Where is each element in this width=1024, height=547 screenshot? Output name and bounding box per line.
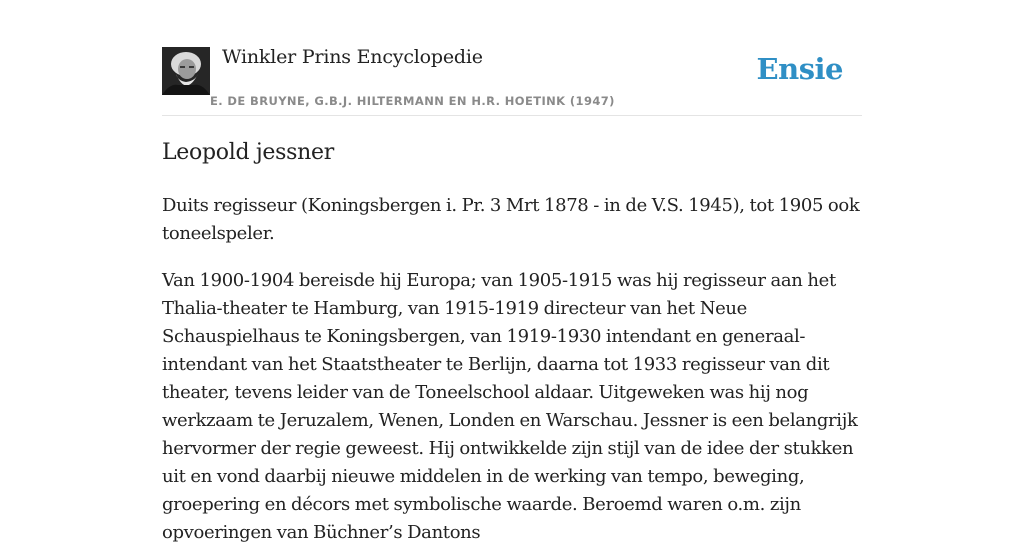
- portrait-avatar-icon[interactable]: [162, 47, 210, 95]
- publication-header: [162, 0, 862, 116]
- article-paragraph-2: Van 1900-1904 bereisde hij Europa; van 1905-1915 was hij regisseur aan het Thalia-theater te Hamburg, van 1915-1919 directeur van het Neue Schauspielhaus te Koningsbergen, van 1919-1930 intendant en generaal-intendant van het Staatstheater te Berlijn, daarna tot 1933 regisseur van dit theater, tevens leider van de Toneelschool aldaar. Uitgeweken was hij nog werkzaam te Jeruzalem, Wenen, Londen en Warschau. Jessner is een belangrijk hervormer der regie geweest. Hij ontwikkelde zijn stijl van de idee der stukken uit en vond daarbij nieuwe middelen in de werking van tempo, beweging, groepering en décors met symbolische waarde. Beroemd waren o.m. zijn opvoeringen van Büchner’s Dantons: [162, 270, 858, 543]
- publication-authors: E. DE BRUYNE, G.B.J. HILTERMANN EN H.R. HOETINK (1947): [210, 94, 615, 108]
- content-container: [162, 0, 862, 543]
- article-paragraph-1: Duits regisseur (Koningsbergen i. Pr. 3 Mrt 1878 - in de V.S. 1945), tot 1905 ook toneelspeler.: [162, 195, 860, 244]
- publication-title[interactable]: Winkler Prins Encyclopedie: [222, 46, 483, 68]
- article-title: Leopold jessner: [162, 140, 334, 165]
- ensie-logo-link[interactable]: Ensie: [756, 52, 843, 86]
